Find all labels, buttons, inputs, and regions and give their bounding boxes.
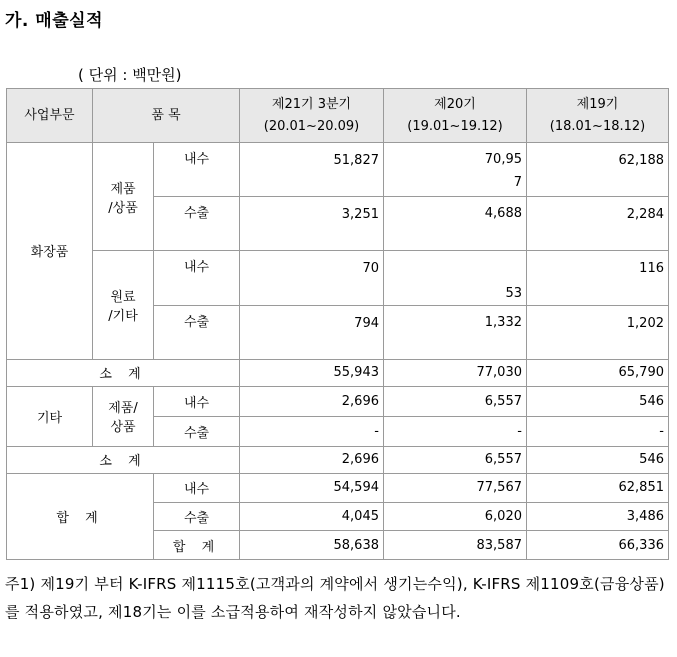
period-range: (19.01~19.12) [407, 118, 503, 134]
value-cell: 1,332 [484, 314, 522, 330]
sales-table [6, 88, 669, 560]
value-cell: 62,851 [527, 474, 669, 503]
period-range: (18.01~18.12) [549, 118, 646, 134]
sub-export: 수출 [154, 197, 240, 251]
sub-export: 수출 [154, 416, 240, 446]
subtotal-label: 소 계 [7, 446, 240, 474]
sub-export: 수출 [154, 305, 240, 359]
header-period-20 [384, 89, 527, 143]
value-cell: 65,790 [527, 359, 669, 387]
sub-domestic: 내수 [154, 251, 240, 305]
value-cell: 6,557 [384, 387, 527, 417]
total-label: 합 계 [7, 474, 154, 560]
item-raw: 원료 /기타 [93, 251, 154, 359]
header-item: 품 목 [93, 89, 240, 143]
header-period-21 [240, 89, 384, 143]
value-cell: 51,827 [240, 143, 384, 197]
value-cell: 6,020 [384, 502, 527, 531]
table-row [7, 251, 669, 305]
sub-domestic: 내수 [154, 474, 240, 503]
value-cell: 2,284 [527, 197, 669, 251]
value-cell: 66,336 [527, 531, 669, 560]
value-cell: 6,557 [384, 446, 527, 474]
header-row [7, 89, 669, 143]
unit-label: ( 단위 : 백만원) [78, 66, 182, 84]
value-cell: 2,696 [240, 446, 384, 474]
item-other-products: 제품/ 상품 [93, 387, 154, 446]
value-cell: 77,567 [384, 474, 527, 503]
section-title: 가. 매출실적 [5, 11, 103, 31]
value-cell: 62,188 [527, 143, 669, 197]
value-cell: 70 [240, 251, 384, 305]
table-row [7, 359, 669, 387]
sub-domestic: 내수 [154, 143, 240, 197]
table-row [7, 474, 669, 503]
value-cell: - [527, 416, 669, 446]
period-name: 제20기 [434, 96, 476, 112]
value-cell: 116 [527, 251, 669, 305]
value-cell: 4,045 [240, 502, 384, 531]
value-cell: 2,696 [240, 387, 384, 417]
period-range: (20.01~20.09) [263, 118, 360, 134]
value-cell: 546 [527, 446, 669, 474]
table-row [7, 387, 669, 417]
period-name: 제21기 3분기 [271, 96, 352, 112]
table-row [7, 143, 669, 197]
header-division: 사업부문 [7, 89, 93, 143]
value-cell: 70,957 [484, 152, 522, 191]
period-name: 제19기 [576, 96, 619, 112]
footnote: 주1) 제19기 부터 K-IFRS 제1115호(고객과의 계약에서 생기는수익), K-IFRS 제1109호(금융상품)를 적용하였고, 제18기는 이를 소급적용하여 재작성하지 않았습니다. [5, 575, 665, 621]
subtotal-label: 소 계 [7, 359, 240, 387]
item-products: 제품 /상품 [93, 143, 154, 251]
value-cell: 53 [384, 251, 527, 305]
header-period-19 [527, 89, 669, 143]
sub-export: 수출 [154, 502, 240, 531]
value-cell: 1,202 [527, 305, 669, 359]
value-cell: 83,587 [384, 531, 527, 560]
value-cell: 546 [527, 387, 669, 417]
value-cell: 77,030 [384, 359, 527, 387]
value-cell: 3,486 [527, 502, 669, 531]
value-cell: - [384, 416, 527, 446]
value-cell: 4,688 [484, 206, 522, 222]
table-row [7, 446, 669, 474]
sub-total: 합 계 [154, 531, 240, 560]
value-cell: 794 [240, 305, 384, 359]
sub-domestic: 내수 [154, 387, 240, 417]
value-cell: 3,251 [240, 197, 384, 251]
division-other: 기타 [7, 387, 93, 446]
value-cell: 55,943 [240, 359, 384, 387]
division-cosmetics: 화장품 [7, 143, 93, 360]
value-cell: - [240, 416, 384, 446]
value-cell: 54,594 [240, 474, 384, 503]
value-cell: 58,638 [240, 531, 384, 560]
